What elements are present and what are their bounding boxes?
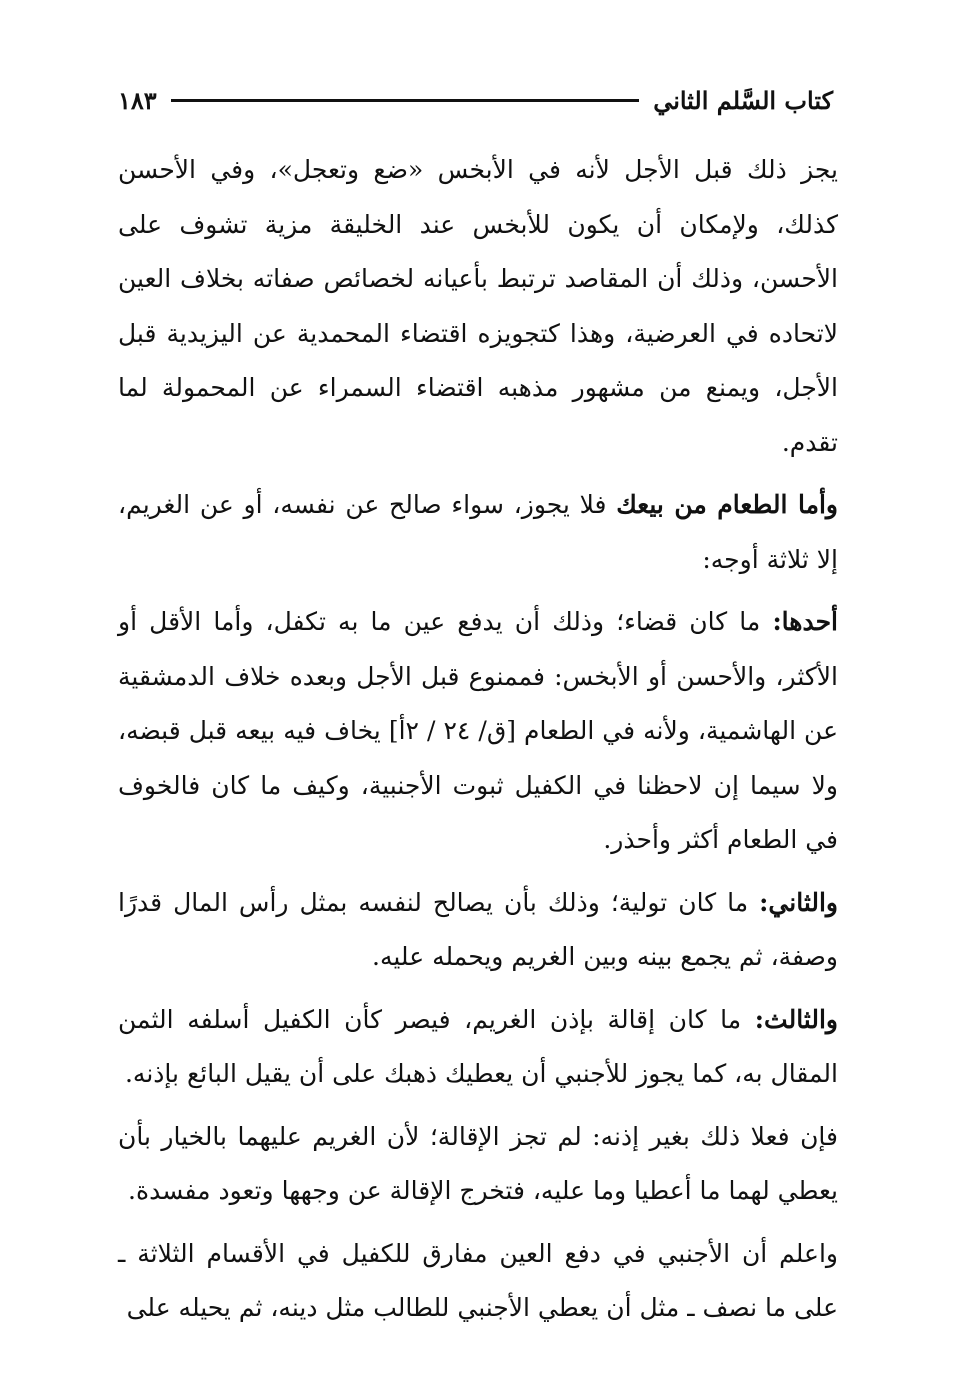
running-title: كتاب السَّلم الثاني (653, 85, 833, 115)
header-rule (171, 99, 640, 102)
paragraph-lead: وأما الطعام من بيعك (616, 490, 838, 519)
paragraph-5 (118, 993, 838, 1102)
paragraph-1 (118, 143, 838, 470)
paragraph-text: واعلم أن الأجنبي في دفع العين مفارق للكفيل في الأقسام الثلاثة ـ على ما نصف ـ مثل أن يعطي الأجنبي للطالب مثل دينه، ثم يحيله على (118, 1238, 838, 1322)
paragraph-lead: أحدها: (772, 607, 838, 636)
page-header (118, 78, 833, 122)
paragraph-text: ما كان تولية؛ وذلك بأن يصالح لنفسه بمثل رأس المال قدرًا وصفة، ثم يجمع بينه وبين الغريم ويحمله عليه. (118, 887, 838, 971)
paragraph-text: ما كان قضاء؛ وذلك أن يدفع عين ما به تكفل، وأما الأقل أو الأكثر، والأحسن أو الأبخس: فممنوع قبل الأجل وبعده خلاف الدمشقية عن الهاشمية، ولأنه في الطعام [ق/ ٢٤ / ٢أ] يخاف فيه بيعه قبل قبضه، ولا سيما إن لاحظنا في الكفيل ثبوت الأجنبية، وكيف ما كان فالخوف في الطعام أكثر وأحذر. (118, 607, 839, 854)
page-body (118, 143, 838, 1344)
paragraph-text: ما كان إقالة بإذن الغريم، فيصر كأن الكفيل أسلفه الثمن المقال به، كما يجوز للأجنبي أن يعطيك ذهبك على أن يقيل البائع بإذنه. (118, 1004, 838, 1088)
paragraph-6 (118, 1110, 838, 1219)
paragraph-text: فلا يجوز، سواء صالح عن نفسه، أو عن الغريم، إلا ثلاثة أوجه: (118, 490, 838, 574)
page-number: ١٨٣ (118, 85, 157, 115)
paragraph-7 (118, 1227, 838, 1336)
paragraph-lead: والثاني: (759, 887, 838, 917)
paragraph-3 (118, 595, 838, 868)
paragraph-text: فإن فعلا ذلك بغير إذنه: لم تجز الإقالة؛ لأن الغريم عليهما بالخيار بأن يعطي لهما ما أعطيا وما عليه، فتخرج الإقالة عن وجهها وتعود مفسدة. (118, 1121, 838, 1205)
paragraph-lead: والثالث: (754, 1004, 838, 1034)
paragraph-text: يجز ذلك قبل الأجل لأنه في الأبخس «ضع وتعجل»، وفي الأحسن كذلك، ولإمكان أن يكون للأبخس عند الخليقة مزية تشوف على الأحسن، وذلك أن المقاصد ترتبط بأعيانه لخصائص صفاته بخلاف العين لاتحاده في العرضية، وهذا كتجويزه اقتضاء المحمدية عن اليزيدية قبل الأجل، ويمنع من مشهور مذهبه اقتضاء السمراء عن المحمولة لما تقدم. (118, 155, 838, 457)
paragraph-2 (118, 478, 838, 587)
paragraph-4 (118, 876, 838, 985)
